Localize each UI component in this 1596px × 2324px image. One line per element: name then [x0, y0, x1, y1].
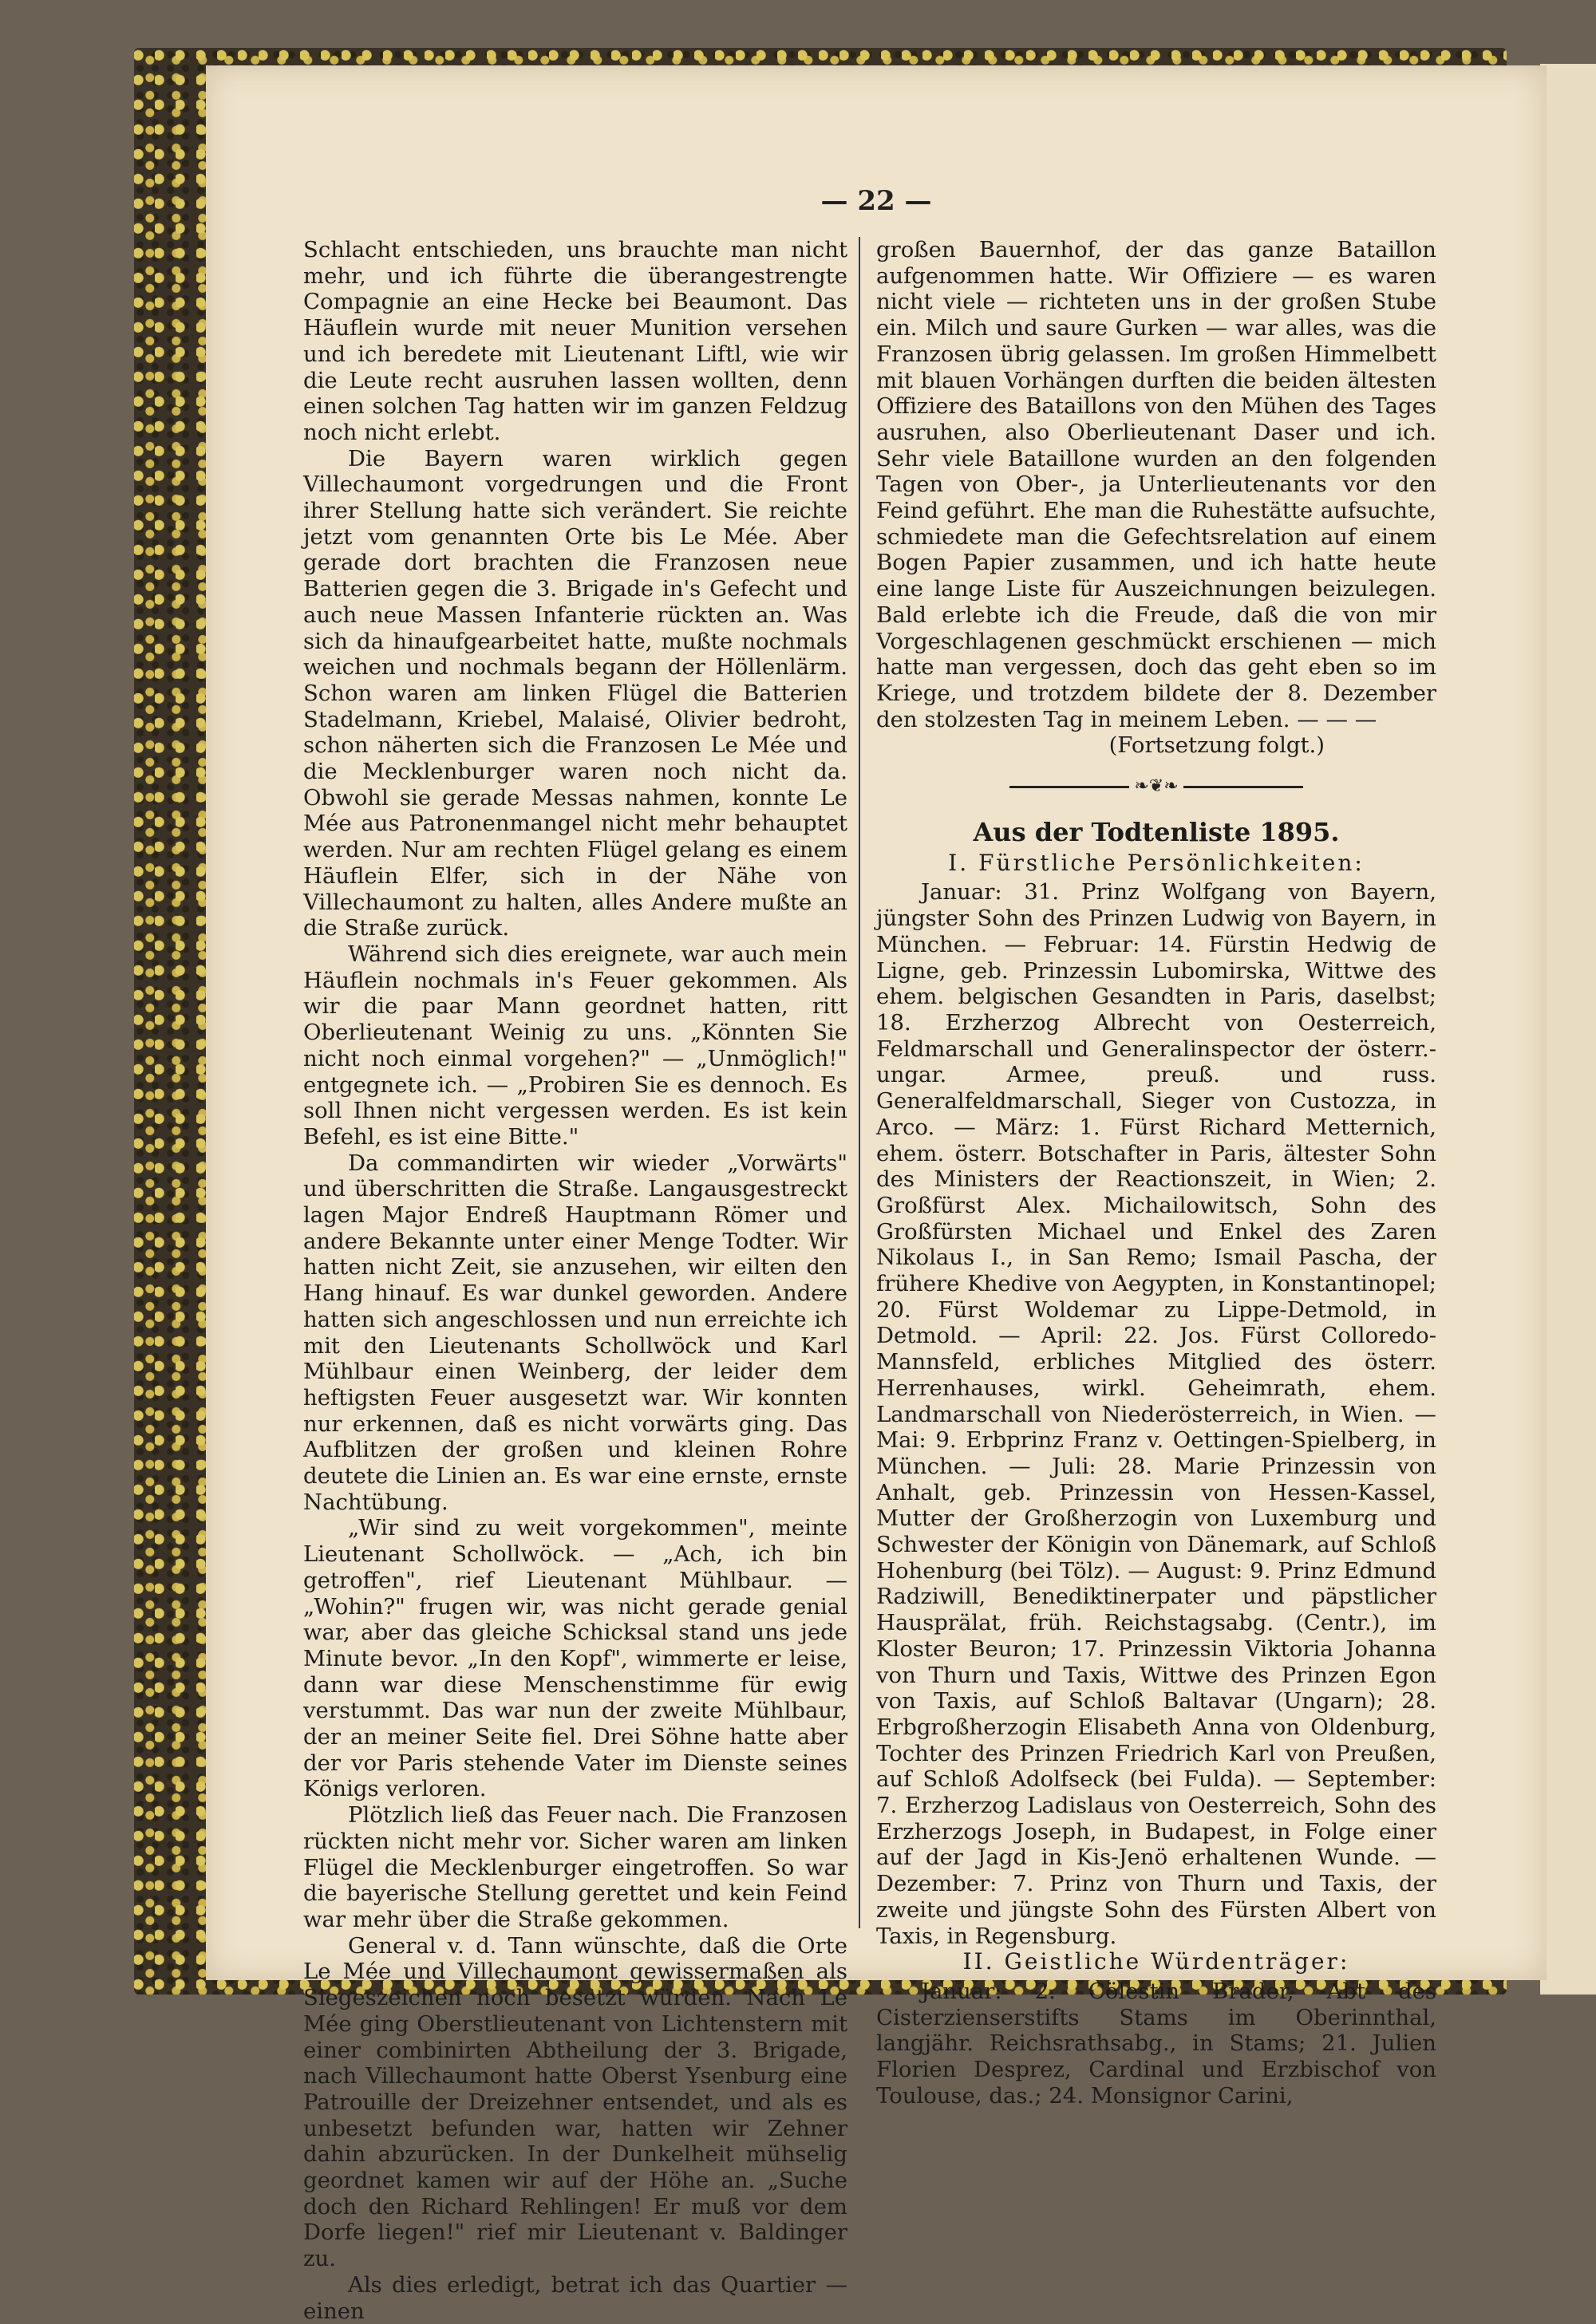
column-divider	[859, 237, 860, 1928]
paragraph: General v. d. Tann wünschte, daß die Orte Le Mée und Villechaumont gewissermaßen als Siegeszeichen noch besetzt würden. Nach Le Mée ging Oberstlieutenant von Lichtenstern mit einer combinirten Abtheilung der 3. Brigade, nach Villechaumont hatte Oberst Ysenburg eine Patrouille der Dreizehner entsendet, und als es unbesetzt befunden war, hatten wir Zehner dahin abzurücken. In der Dunkelheit mühselig geordnet kamen wir auf der Höhe an. „Suche doch den Richard Rehlingen! Er muß vor dem Dorfe liegen!" rief mir Lieutenant v. Baldinger zu.	[303, 1932, 847, 2272]
paragraph: Plötzlich ließ das Feuer nach. Die Franzosen rückten nicht mehr vor. Sicher waren am linken Flügel die Mecklenburger eingetroffen. So war die bayerische Stellung gerettet und kein Feind war mehr über die Straße gekommen.	[303, 1802, 847, 1932]
ornament-divider: ❧❦❧	[876, 767, 1436, 807]
paragraph: Während sich dies ereignete, war auch mein Häuflein nochmals in's Feuer gekommen. Als wir die paar Mann geordnet hatten, ritt Oberlieutenant Weinig zu uns. „Könnten Sie nicht noch einmal vorgehen?" — „Unmöglich!" entgegnete ich. — „Probiren Sie es dennoch. Es soll Ihnen nicht vergessen werden. Es ist kein Befehl, es ist eine Bitte."	[303, 941, 847, 1150]
paragraph: Als dies erledigt, betrat ich das Quartier — einen	[303, 2271, 847, 2324]
paragraph: Da commandirten wir wieder „Vorwärts" und überschritten die Straße. Langausgestreckt lagen Major Endreß Hauptmann Römer und andere Bekannte unter einer Menge Todter. Wir hatten nicht Zeit, sie anzusehen, wir eilten den Hang hinauf. Es war dunkel geworden. Andere hatten sich angeschlossen und nun erreichte ich mit den Lieutenants Schollwöck und Karl Mühlbaur einen Weinberg, der leider dem heftigsten Feuer ausgesetzt war. Wir konnten nur erkennen, daß es nicht vorwärts ging. Das Aufblitzen der großen und kleinen Rohre deutete die Linien an. Es war eine ernste, ernste Nachtübung.	[303, 1150, 847, 1515]
subsection-title: II. Geistliche Würdenträger:	[962, 1948, 1350, 1975]
section-title: Aus der Todtenliste 1895.	[973, 817, 1340, 848]
page-number: — 22 —	[820, 185, 932, 217]
subsection-title: I. Fürstliche Persönlichkeiten:	[948, 849, 1365, 876]
paragraph: Die Bayern waren wirklich gegen Villechaumont vorgedrungen und die Front ihrer Stellung hatte sich verändert. Sie reichte jetzt vom genannten Orte bis Le Mée. Aber gerade dort brachten die Franzosen neue Batterien gegen die 3. Brigade in's Gefecht und auch neue Massen Infanterie rückten an. Was sich da hinaufgearbeitet hatte, mußte nochmals weichen und nochmals begann der Höllenlärm. Schon waren am linken Flügel die Batterien Stadelmann, Kriebel, Malaisé, Olivier bedroht, schon näherten sich die Franzosen Le Mée und die Mecklenburger waren noch nicht da. Obwohl sie gerade Messas nahmen, konnte Le Mée aus Patronenmangel nicht mehr behauptet werden. Nur am rechten Flügel gelang es einem Häuflein Elfer, sich in der Nähe von Villechaumont zu halten, alles Andere mußte an die Straße zurück.	[303, 445, 847, 941]
paragraph: großen Bauernhof, der das ganze Bataillon aufgenommen hatte. Wir Offiziere — es waren nicht viele — richteten uns in der großen Stube ein. Milch und saure Gurken — war alles, was die Franzosen übrig gelassen. Im großen Himmelbett mit blauen Vorhängen durften die beiden ältesten Offiziere des Bataillons von den Mühen des Tages ausruhen, also Oberlieutenant Daser und ich. Sehr viele Bataillone wurden an den folgenden Tagen von Ober-, ja Unterlieutenants vor den Feind geführt. Ehe man die Ruhestätte aufsuchte, schmiedete man die Gefechtsrelation auf einem Bogen Papier zusammen, und ich hatte heute eine lange Liste für Auszeichnungen beizulegen. Bald erlebte ich die Freude, daß die von mir Vorgeschlagenen geschmückt erschienen — mich hatte man vergessen, doch das geht eben so im Kriege, und trotzdem bildete der 8. Dezember den stolzesten Tag in meinem Leben. — — —	[876, 237, 1436, 732]
paragraph: Schlacht entschieden, uns brauchte man nicht mehr, und ich führte die überangestrengte Compagnie an eine Hecke bei Beaumont. Das Häuflein wurde mit neuer Munition versehen und ich beredete mit Lieutenant Liftl, wie wir die Leute recht ausruhen lassen wollten, denn einen solchen Tag hatten wir im ganzen Feldzug noch nicht erlebt.	[303, 237, 847, 445]
continuation-note: (Fortsetzung folgt.)	[1108, 732, 1325, 759]
next-page-edge	[1540, 64, 1596, 1995]
paragraph: Januar: 2. Cölestin Brader, Abt des Cisterzienserstifts Stams im Oberinnthal, langjähr. Reichsrathsabg., in Stams; 21. Julien Florien Desprez, Cardinal und Erzbischof von Toulouse, das.; 24. Monsignor Carini,	[876, 1979, 1436, 2109]
right-column	[876, 237, 1436, 2109]
paragraph: Januar: 31. Prinz Wolfgang von Bayern, jüngster Sohn des Prinzen Ludwig von Bayern, in München. — Februar: 14. Fürstin Hedwig de Ligne, geb. Prinzessin Lubomirska, Wittwe des ehem. belgischen Gesandten in Paris, daselbst; 18. Erzherzog Albrecht von Oesterreich, Feldmarschall und Generalinspector der österr.-ungar. Armee, preuß. und russ. Generalfeldmarschall, Sieger von Custozza, in Arco. — März: 1. Fürst Richard Metternich, ehem. österr. Botschafter in Paris, ältester Sohn des Ministers der Reactionszeit, in Wien; 2. Großfürst Alex. Michailowitsch, Sohn des Großfürsten Michael und Enkel des Zaren Nikolaus I., in San Remo; Ismail Pascha, der frühere Khedive von Aegypten, in Konstantinopel; 20. Fürst Woldemar zu Lippe-Detmold, in Detmold. — April: 22. Jos. Fürst Colloredo-Mannsfeld, erbliches Mitglied des österr. Herrenhauses, wirkl. Geheimrath, ehem. Landmarschall von Niederösterreich, in Wien. — Mai: 9. Erbprinz Franz v. Oettingen-Spielberg, in München. — Juli: 28. Marie Prinzessin von Anhalt, geb. Prinzessin von Hessen-Kassel, Mutter der Großherzogin von Luxemburg und Schwester der Königin von Dänemark, auf Schloß Hohenburg (bei Tölz). — August: 9. Prinz Edmund Radziwill, Benediktinerpater und päpstlicher Hausprälat, früh. Reichstagsabg. (Centr.), im Kloster Beuron; 17. Prinzessin Viktoria Johanna von Thurn und Taxis, Wittwe des Prinzen Egon von Taxis, auf Schloß Baltavar (Ungarn); 28. Erbgroßherzogin Elisabeth Anna von Oldenburg, Tochter des Prinzen Friedrich Karl von Preußen, auf Schloß Adolfseck (bei Fulda). — September: 7. Erzherzog Ladislaus von Oesterreich, Sohn des Erzherzogs Joseph, in Budapest, in Folge einer auf der Jagd in Kis-Jenö erhaltenen Wunde. — Dezember: 7. Prinz von Thurn und Taxis, der zweite und jüngste Sohn des Fürsten Albert von Taxis, in Regensburg.	[876, 879, 1436, 1949]
book-page	[206, 65, 1547, 2324]
paragraph: „Wir sind zu weit vorgekommen", meinte Lieutenant Schollwöck. — „Ach, ich bin getroffen", rief Lieutenant Mühlbaur. — „Wohin?" frugen wir, was nicht gerade genial war, aber das gleiche Schicksal stand uns jede Minute bevor. „In den Kopf", wimmerte er leise, dann war diese Menschenstimme für ewig verstummt. Das war nun der zweite Mühlbaur, der an meiner Seite fiel. Drei Söhne hatte aber der vor Paris stehende Vater im Dienste seines Königs verloren.	[303, 1515, 847, 1802]
left-column	[303, 237, 847, 2324]
